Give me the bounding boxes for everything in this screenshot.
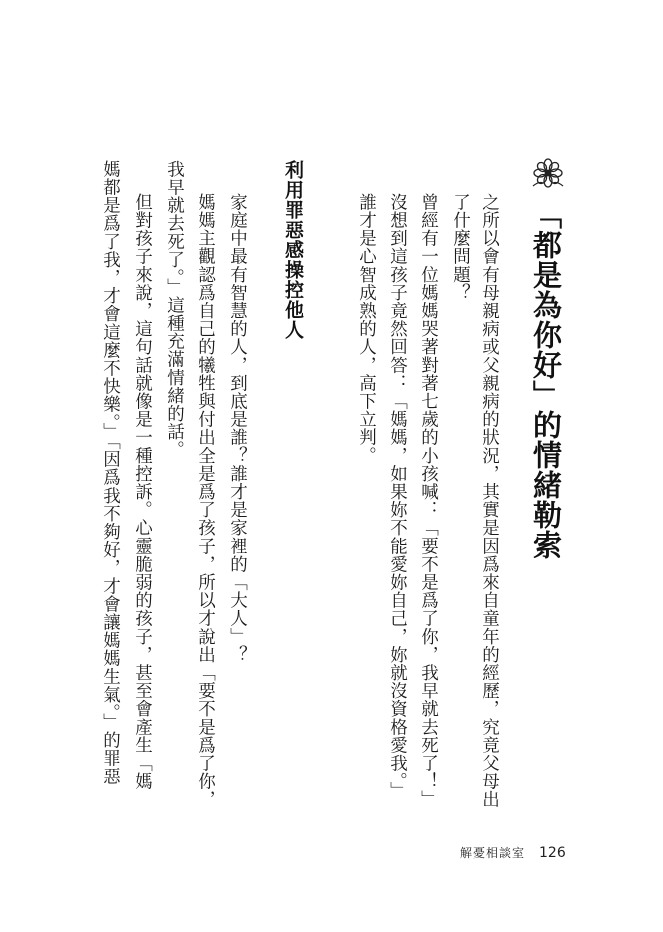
flower-ornament-icon [531,157,565,189]
body-column-10: 媽都是爲了我，才會這麼不快樂。」「因爲我不夠好，才會讓媽媽生氣。」的罪惡 [100,160,121,786]
book-title: 解憂相談室 [460,846,526,860]
section-heading: 利用罪惡感操控他人 [282,160,304,340]
page-number: 126 [539,845,566,861]
body-column-4: 沒想到這孩子竟然回答：「媽媽，如果妳不能愛妳自己，妳就沒資格愛我。」 [387,193,408,800]
body-column-1: 之所以會有母親病或父親病的狀況，其實是因爲來自童年的經歷，究竟父母出 [479,193,500,809]
chapter-heading: 「都是為你好」的情緒勒索 [529,200,563,560]
body-column-9: 但對孩子來說，這句話就像是一種控訴。心靈脆弱的孩子，甚至會產生「媽 [132,193,153,791]
body-column-2: 了什麼問題？ [450,193,471,302]
page-footer [460,844,566,861]
body-column-6: 家庭中最有智慧的人，到底是誰？誰才是家裡的「大人」？ [227,193,248,664]
body-column-8: 我早就去死了。」這種充滿情緒的話。 [164,160,185,459]
body-column-5: 誰才是心智成熟的人，高下立判。 [356,193,377,465]
body-column-3: 曾經有一位媽媽哭著對著七歲的小孩喊：「要不是爲了你，我早就去死了！」 [418,193,439,809]
body-column-7: 媽媽主觀認爲自己的犧牲與付出全是爲了孩子，所以才說出「要不是爲了你， [195,193,216,809]
